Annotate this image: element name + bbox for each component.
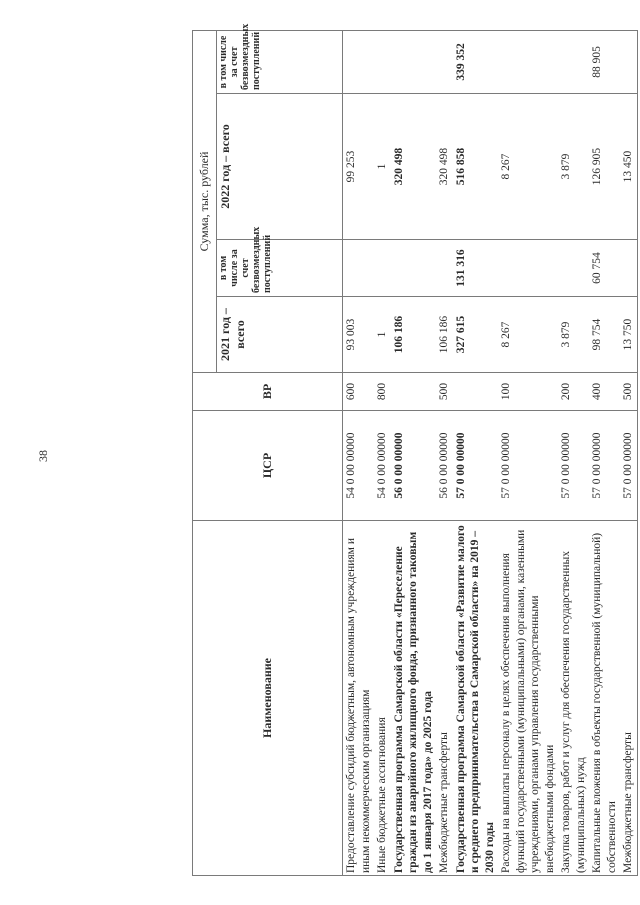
row-name: Закупка товаров, работ и услуг для обеспечения государственных (муниципальных) нужд	[558, 521, 589, 876]
row-csr: 57 0 00 00000	[453, 411, 499, 521]
row-2022-grant	[558, 30, 589, 93]
row-vr	[453, 373, 499, 411]
header-csr: ЦСР	[193, 411, 343, 521]
row-csr: 57 0 00 00000	[498, 411, 558, 521]
row-2022-total: 320 498	[436, 94, 453, 240]
table-row	[374, 30, 391, 875]
table-row	[589, 30, 620, 875]
row-2021-total: 327 615	[453, 297, 499, 373]
row-2021-grant	[620, 240, 637, 297]
row-vr: 200	[558, 373, 589, 411]
table-row	[558, 30, 589, 875]
header-2021-grant: в том числе за счет безвозмездных поступлений	[217, 240, 343, 297]
header-2021-total: 2021 год – всего	[217, 297, 343, 373]
row-csr: 54 0 00 00000	[343, 411, 375, 521]
header-2022-grant: в том числе за счет безвозмездных поступлений	[217, 30, 343, 93]
table-row	[436, 30, 453, 875]
row-csr: 57 0 00 00000	[620, 411, 637, 521]
row-vr: 400	[589, 373, 620, 411]
row-csr: 56 0 00 00000	[391, 411, 437, 521]
row-name: Капитальные вложения в объекты государственной (муниципальной) собственности	[589, 521, 620, 876]
row-2021-total: 93 003	[343, 297, 375, 373]
row-2022-total: 13 450	[620, 94, 637, 240]
row-2021-total: 8 267	[498, 297, 558, 373]
row-2022-total: 3 879	[558, 94, 589, 240]
row-2022-total: 126 905	[589, 94, 620, 240]
row-2022-grant: 88 905	[589, 30, 620, 93]
row-csr: 56 0 00 00000	[436, 411, 453, 521]
row-2021-total: 106 186	[436, 297, 453, 373]
row-2022-grant	[436, 30, 453, 93]
row-2021-total: 98 754	[589, 297, 620, 373]
row-2022-grant: 339 352	[453, 30, 499, 93]
row-vr	[391, 373, 437, 411]
row-name: Государственная программа Самарской области «Переселение граждан из аварийного жилищного фонда, признанного таковым до 1 января 2017 года» до 2025 года	[391, 521, 437, 876]
row-2022-total: 516 858	[453, 94, 499, 240]
rotated-page	[192, 23, 634, 876]
row-2022-grant	[343, 30, 375, 93]
header-vr: ВР	[193, 373, 343, 411]
header-2022-total: 2022 год – всего	[217, 94, 343, 240]
row-2022-total: 1	[374, 94, 391, 240]
row-2021-total: 1	[374, 297, 391, 373]
row-2022-total: 99 253	[343, 94, 375, 240]
row-2021-grant	[374, 240, 391, 297]
row-2021-grant: 131 316	[453, 240, 499, 297]
row-2022-grant	[374, 30, 391, 93]
row-2022-grant	[498, 30, 558, 93]
row-2021-grant	[558, 240, 589, 297]
row-2022-grant	[620, 30, 637, 93]
table-row	[343, 30, 375, 875]
row-name: Иные бюджетные ассигнования	[374, 521, 391, 876]
row-2021-grant	[498, 240, 558, 297]
row-2021-grant	[436, 240, 453, 297]
row-2022-total: 320 498	[391, 94, 437, 240]
row-vr: 100	[498, 373, 558, 411]
row-name: Межбюджетные трансферты	[436, 521, 453, 876]
table-row	[453, 30, 499, 875]
row-name: Предоставление субсидий бюджетным, автономным учреждениям и иным некоммерческим организациям	[343, 521, 375, 876]
row-vr: 800	[374, 373, 391, 411]
row-2021-total: 13 750	[620, 297, 637, 373]
budget-table	[192, 23, 638, 876]
row-csr: 54 0 00 00000	[374, 411, 391, 521]
header-name: Наименование	[193, 521, 343, 876]
row-name: Межбюджетные трансферты	[620, 521, 637, 876]
row-vr: 600	[343, 373, 375, 411]
table-row	[391, 30, 437, 875]
row-name: Государственная программа Самарской области «Развитие малого и среднего предпринимательства в Самарской области» на 2019 – 2030 годы	[453, 521, 499, 876]
row-2021-grant	[391, 240, 437, 297]
row-csr: 57 0 00 00000	[558, 411, 589, 521]
row-name: Расходы на выплаты персоналу в целях обеспечения выполнения функций государственными (муниципальными) органами, казенными учреждениями, органами управления государственными внебюджетными фондами	[498, 521, 558, 876]
header-sum: Сумма, тыс. рублей	[193, 30, 217, 372]
row-vr: 500	[620, 373, 637, 411]
page-number: 38	[36, 450, 50, 462]
row-2021-grant	[343, 240, 375, 297]
row-2021-grant: 60 754	[589, 240, 620, 297]
row-2021-total: 106 186	[391, 297, 437, 373]
row-vr: 500	[436, 373, 453, 411]
table-row	[498, 30, 558, 875]
row-2022-total: 8 267	[498, 94, 558, 240]
row-2022-grant	[391, 30, 437, 93]
table-row	[620, 30, 637, 875]
row-csr: 57 0 00 00000	[589, 411, 620, 521]
row-2021-total: 3 879	[558, 297, 589, 373]
